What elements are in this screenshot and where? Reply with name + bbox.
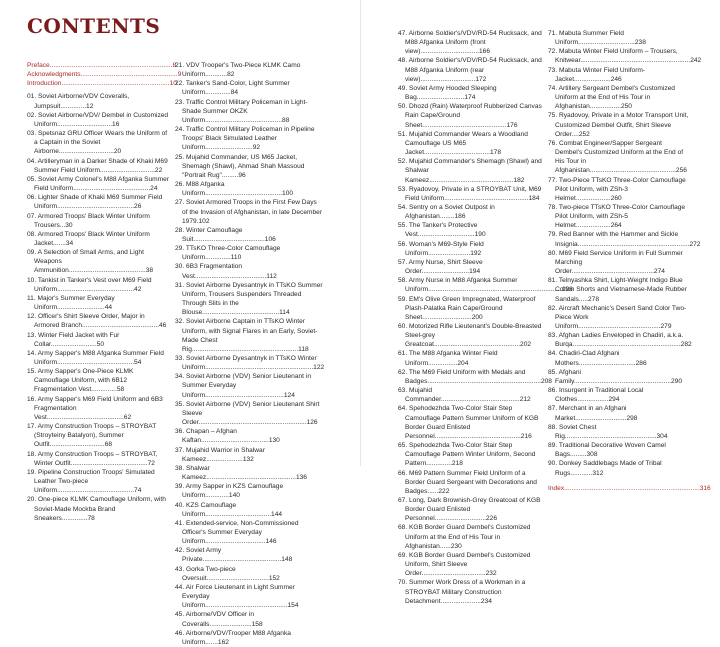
toc-entry: 66. M69 Pattern Summer Field Uniform of a Border Guard Sergeant with Decorations and Badges......222 [398,469,537,495]
toc-entry: 78. Two-piece TTsKO Three-Color Camouflage Pilot Uniform, with ZSh-5 Helmet...................264 [548,203,686,230]
toc-entry: Index..........................................................................316 [548,484,711,492]
toc-entry: 09. A Selection of Small Arms, and Light Weapons Ammunition..........................................38 [27,249,154,275]
toc-entry: 89. Traditional Decorative Woven Camel Bags.........308 [548,442,666,459]
toc-entry: 76. Combat Engineer/Sapper Sergeant Dembel's Customized Uniform at the End of His Tour in Afghanistan...............................................256 [548,139,687,175]
toc-entry: 36. Chapan – Afghan Kaftan.....................................130 [175,428,280,445]
toc-entry: 48. Airborne Soldier's/VDV/RD-54 Rucksack, and M88 Afganka Uniform (rear view)..............................172 [398,57,542,83]
toc-entry: 88. Soviet Chest Rig..................................................304 [548,423,668,440]
toc-entry: 81. Telnyashka Shirt, Light-Weight Indigo Blue Cotton Shorts and Vietnamese-Made Rubber Sandals.....278 [548,277,687,303]
toc-entry: 47. Airborne Soldier's/VDV/RD-54 Rucksack, and M88 Afganka Uniform (front view)................................166 [398,30,542,56]
toc-entry: 56. Woman's M69-Style Field Uniform.......................192 [398,240,484,257]
toc-entry: 74. Artillery Sergeant Dembel's Customized Uniform at the End of His Tour in Afghanistan.................250 [548,84,675,111]
toc-entry: 13. Winter Field Jacket with Fur Collar.........................50 [27,331,120,348]
toc-entry: 27. Soviet Armored Troops in the First Few Days of the Invasion of Afghanistan, in late December 1979.102 [175,199,323,225]
toc-entry: 29. TTsKO Three-Color Camouflage Uniform..............110 [175,245,281,262]
toc-entry: 65. Spehodezhda Two-Color Stair Step Camouflage Pattern Winter Uniform, Second Pattern..............218 [398,442,536,468]
toc-entry: 34. Soviet Airborne (VDV) Senior Lieutenant in Summer Everyday Uniform...........................................124 [175,373,311,399]
toc-entry: 25. Mujahid Commander, US M65 Jacket, Shemagh (Shawl), Ahmad Shah Massoud "Portrait Rug".........96 [175,153,305,179]
toc-entry: 87. Merchant in an Afghani Market............................298 [548,405,638,422]
toc-entry: 06. Lighter Shade of Khaki M69 Summer Field Uniform..........................................26 [27,194,163,211]
toc-entry: 19. Pipeline Construction Troops' Simulated Leather Two-piece Uniform..........................................74 [27,468,155,495]
toc-entry: 11. Major's Summer Everyday Uniform..........................44 [27,294,115,312]
toc-entry: 43. Gorka Two-piece Oversuit..................................152 [175,565,280,582]
toc-entry: 80. M69 Field Service Uniform in Full Summer Marching Order.............................................274 [548,249,683,276]
toc-entry: 02. Soviet Airborne/VDV/ Dembel in Customized Uniform..............................16 [27,111,169,128]
toc-entry: Introduction...........................................................10 [27,80,177,88]
toc-entry: 59. EM's Olive Green Impregnated, Waterproof Plash-Palatka Rain Cape/Ground Sheet...........................200 [398,295,536,321]
toc-entry: 15. Army Sapper's One-Piece KLMK Camouflage Uniform, with 6B12 Fragmentation Vest..............58 [27,368,134,394]
toc-entry: 77. Two-Piece TTsKO Three-Color Camouflage Pilot Uniform, with ZSh-3 Helmet...................260 [548,176,686,202]
toc-entry: 21. VDV Trooper's Two-Piece KLMK Camo Uniform............82 [175,62,301,79]
toc-entry: 73. Mabuta Winter Field Uniform-Jacket....................246 [548,66,646,83]
toc-entry: 38. Shalwar Kameez.................................................136 [175,464,307,482]
toc-entry: 51. Mujahid Commander Wears a Woodland Camouflage US M65 Jacket....................................178 [398,130,528,157]
toc-entry: 37. Mujahid Warrior in Shalwar Kameez....................132 [175,446,265,463]
toc-entry: 16. Army Sapper's M69 Field Uniform and 6B3 Fragmentation Vest..........................................62 [27,395,163,421]
toc-entry: 67. Long, Dark Brownish-Grey Greatcoat of KGB Border Guard Enlisted Personnel............................226 [398,496,541,523]
toc-entry: 42. Soviet Army Private...........................................148 [175,547,293,564]
toc-entry: 10. Tankist in Tanker's Vest over M69 Field Uniform..........................................42 [27,276,152,293]
toc-entry: 17. Army Construction Troops – STROYBAT (Stroyteiny Batalyon), Summer Outfit..............................68 [27,423,157,449]
toc-entry: 52. Mujahid Commander's Shemagh (Shawl) and Shalwar Kameez..............................................182 [398,158,542,184]
toc-entry: 75. Ryadovoy, Private in a Motor Transport Unit, Customized Dembel Outfit, Shirt Sleeve Order....252 [548,112,689,138]
toc-entry: 45. Airborne/VDV Officer in Coveralls.......................158 [175,611,263,628]
toc-entry: 30. 6B3 Fragmentation Vest.......................................112 [175,263,277,280]
toc-entry: 82. Aircraft Mechanic's Desert Sand Color Two-Piece Work Uniform.............................................279 [548,304,687,330]
toc-entry: Preface...................................................................8 [27,62,177,69]
toc-entry: 62. The M69 Field Uniform with Medals and Badges..............................................................208 [398,368,552,385]
toc-entry: 50. Dhozd (Rain) Waterproof Rubberized Canvas Rain Cape/Ground Sheet..............................................176 [398,103,542,129]
toc-entry: 85. Afghani Family.....................................................290 [548,368,683,385]
toc-entry: 14. Army Sapper's M88 Afganka Summer Field Uniform..........................................54 [27,349,164,366]
toc-entry: 20. One-piece KLMK Camouflage Uniform, with Soviet-Made Mockba Brand Sneakers..............78 [27,496,166,522]
toc-entry: 49. Soviet Army Hooded Sleeping Bag..........................174 [398,84,497,102]
toc-entry: 57. Army Nurse, Shirt Sleeve Order..........................194 [398,258,483,276]
toc-entry: 05. Soviet Army Colonel's M88 Afganka Summer Field Uniform..........................................24 [27,175,169,193]
toc-entry: 12. Officer's Shirt Sleeve Order, Major in Armored Branch..........................................46 [27,313,167,330]
toc-entry: 08. Armored Troops' Black Winter Uniform Jacket.......34 [27,230,150,247]
toc-entry: 24. Traffic Control Military Policeman in Pipeline Troops' Black Simulated Leather Uniform..........................92 [175,126,315,152]
toc-entry: 84. Chadiri-Clad Afghani Mothers...............................286 [548,350,647,367]
toc-entry: 68. KGB Border Guard Dembel's Customized Uniform at the End of His Tour in Afghanistan......230 [398,524,531,550]
toc-entry: 46. Airborne/VDV/Trooper M88 Afganka Uniform.......162 [175,629,291,646]
toc-entry: 63. Mujahid Commander...........................................212 [398,387,531,404]
toc-entry: 53. Ryadovoy, Private in a STROYBAT Unit, M69 Field Uniform..............................................184 [398,185,542,202]
toc-entry: 39. Army Sapper in KZS Camouflage Uniform.............140 [175,483,284,500]
page-title: CONTENTS [27,14,161,38]
toc-entry: 40. KZS Camouflage Uniform....................................144 [175,501,283,518]
toc-entry: 32. Soviet Airborne Captain in TTsKO Winter Uniform, with Signal Flares in an Early, Soviet-Made Chest Rig..........................................................118 [175,318,318,353]
toc-entry: 23. Traffic Control Military Policeman in Light-Shade Summer OKZK Uniform..........................................88 [175,98,308,124]
toc-entry: 64. Spehodezhda Two-Color Stair Step Camouflage Pattern Summer Uniform of KGB Border Guard Enlisted Personnel...............................................216 [398,405,539,440]
toc-column-3 [398,29,573,606]
toc-entry: 86. Insurgent in Traditional Local Clothes.................294 [548,387,644,404]
toc-entry: 41. Extended-service, Non-Commissioned Officer's Summer Everyday Uniform.................................146 [175,519,299,546]
toc-entry: 72. Mabuta Winter Field Uniform – Trousers, Knitwear............................................................242 [548,48,702,65]
toc-column-2 [175,61,324,647]
toc-entry: 35. Soviet Airborne (VDV) Senior Lieutenant Shirt Sleeve Order...........................................................126 [175,400,320,427]
toc-entry: 83. Afghan Ladies Enveloped in Chadiri, a.k.a. Burqa...........................................................282 [548,332,692,349]
toc-entry: 70. Summer Work Dress of a Workman in a STROYBAT Military Construction Detachment......................234 [398,579,526,605]
toc-entry: 58. Army Nurse in M88 Afganka Summer Uniform.........................................................................196 [398,277,573,294]
toc-entry: 61. The M88 Afganka Winter Field Uniform................204 [398,350,498,367]
toc-entry: 07. Armored Troops' Black Winter Uniform Trousers...30 [27,212,150,229]
toc-entry: 60. Motorized Rifle Lieutenant's Double-Breasted Steel-grey Greatcoat...............................................202 [398,323,542,349]
toc-entry: 18. Army Construction Troops – STROYBAT, Winter Outfit..........................................72 [27,450,158,467]
toc-entry: 28. Winter Camouflage Suit.......................................106 [175,226,276,243]
toc-entry: Acknowledgments.....................................................9 [27,71,182,79]
toc-entry: 69. KGB Border Guard Dembel's Customized Uniform, Shirt Sleeve Order...................................232 [398,551,531,578]
toc-entry: 44. Air Force Lieutenant in Light Summer Everyday Uniform.............................................154 [175,583,299,610]
toc-entry: 26. M88 Afganka Uniform..........................................100 [175,181,294,198]
toc-column-4 [548,29,711,493]
toc-column-1 [27,61,182,523]
toc-entry: 54. Sentry on a Soviet Outpost in Afghanistan........186 [398,203,495,221]
toc-entry: 90. Donkey Saddlebags Made of Tribal Rugs............312 [548,460,662,477]
toc-entry: 79. Red Banner with the Hammer and Sickle Insignia.............................................................272 [548,231,701,248]
toc-entry: 03. Spetsnaz GRU Officer Wears the Uniform of a Captain in the Soviet Airborne..............................20 [27,130,168,156]
toc-entry: 01. Soviet Airborne/VDV Coveralls, Jumpsuit..............12 [27,93,130,110]
toc-entry: 04. Artilleryman in a Darker Shade of Khaki M69 Summer Field Uniform..............................22 [27,157,168,174]
toc-entry: 22. Tanker's Sand-Color, Light Summer Uniform..............84 [175,80,290,97]
toc-entry: 33. Soviet Airborne Dyesantnyk in TTsKO Winter Uniform...........................................................122 [175,355,325,372]
page-gutter-divider [360,0,361,466]
toc-entry: 71. Mabuta Summer Field Uniform...............................238 [548,30,646,47]
toc-entry: 55. The Tanker's Protective Vest...............................190 [398,222,486,239]
toc-entry: 31. Soviet Airborne Dyesantnyk in TTsKO Summer Uniform, Trousers Suspenders Threaded Through Slits in the Blouse..........................................114 [175,281,323,317]
